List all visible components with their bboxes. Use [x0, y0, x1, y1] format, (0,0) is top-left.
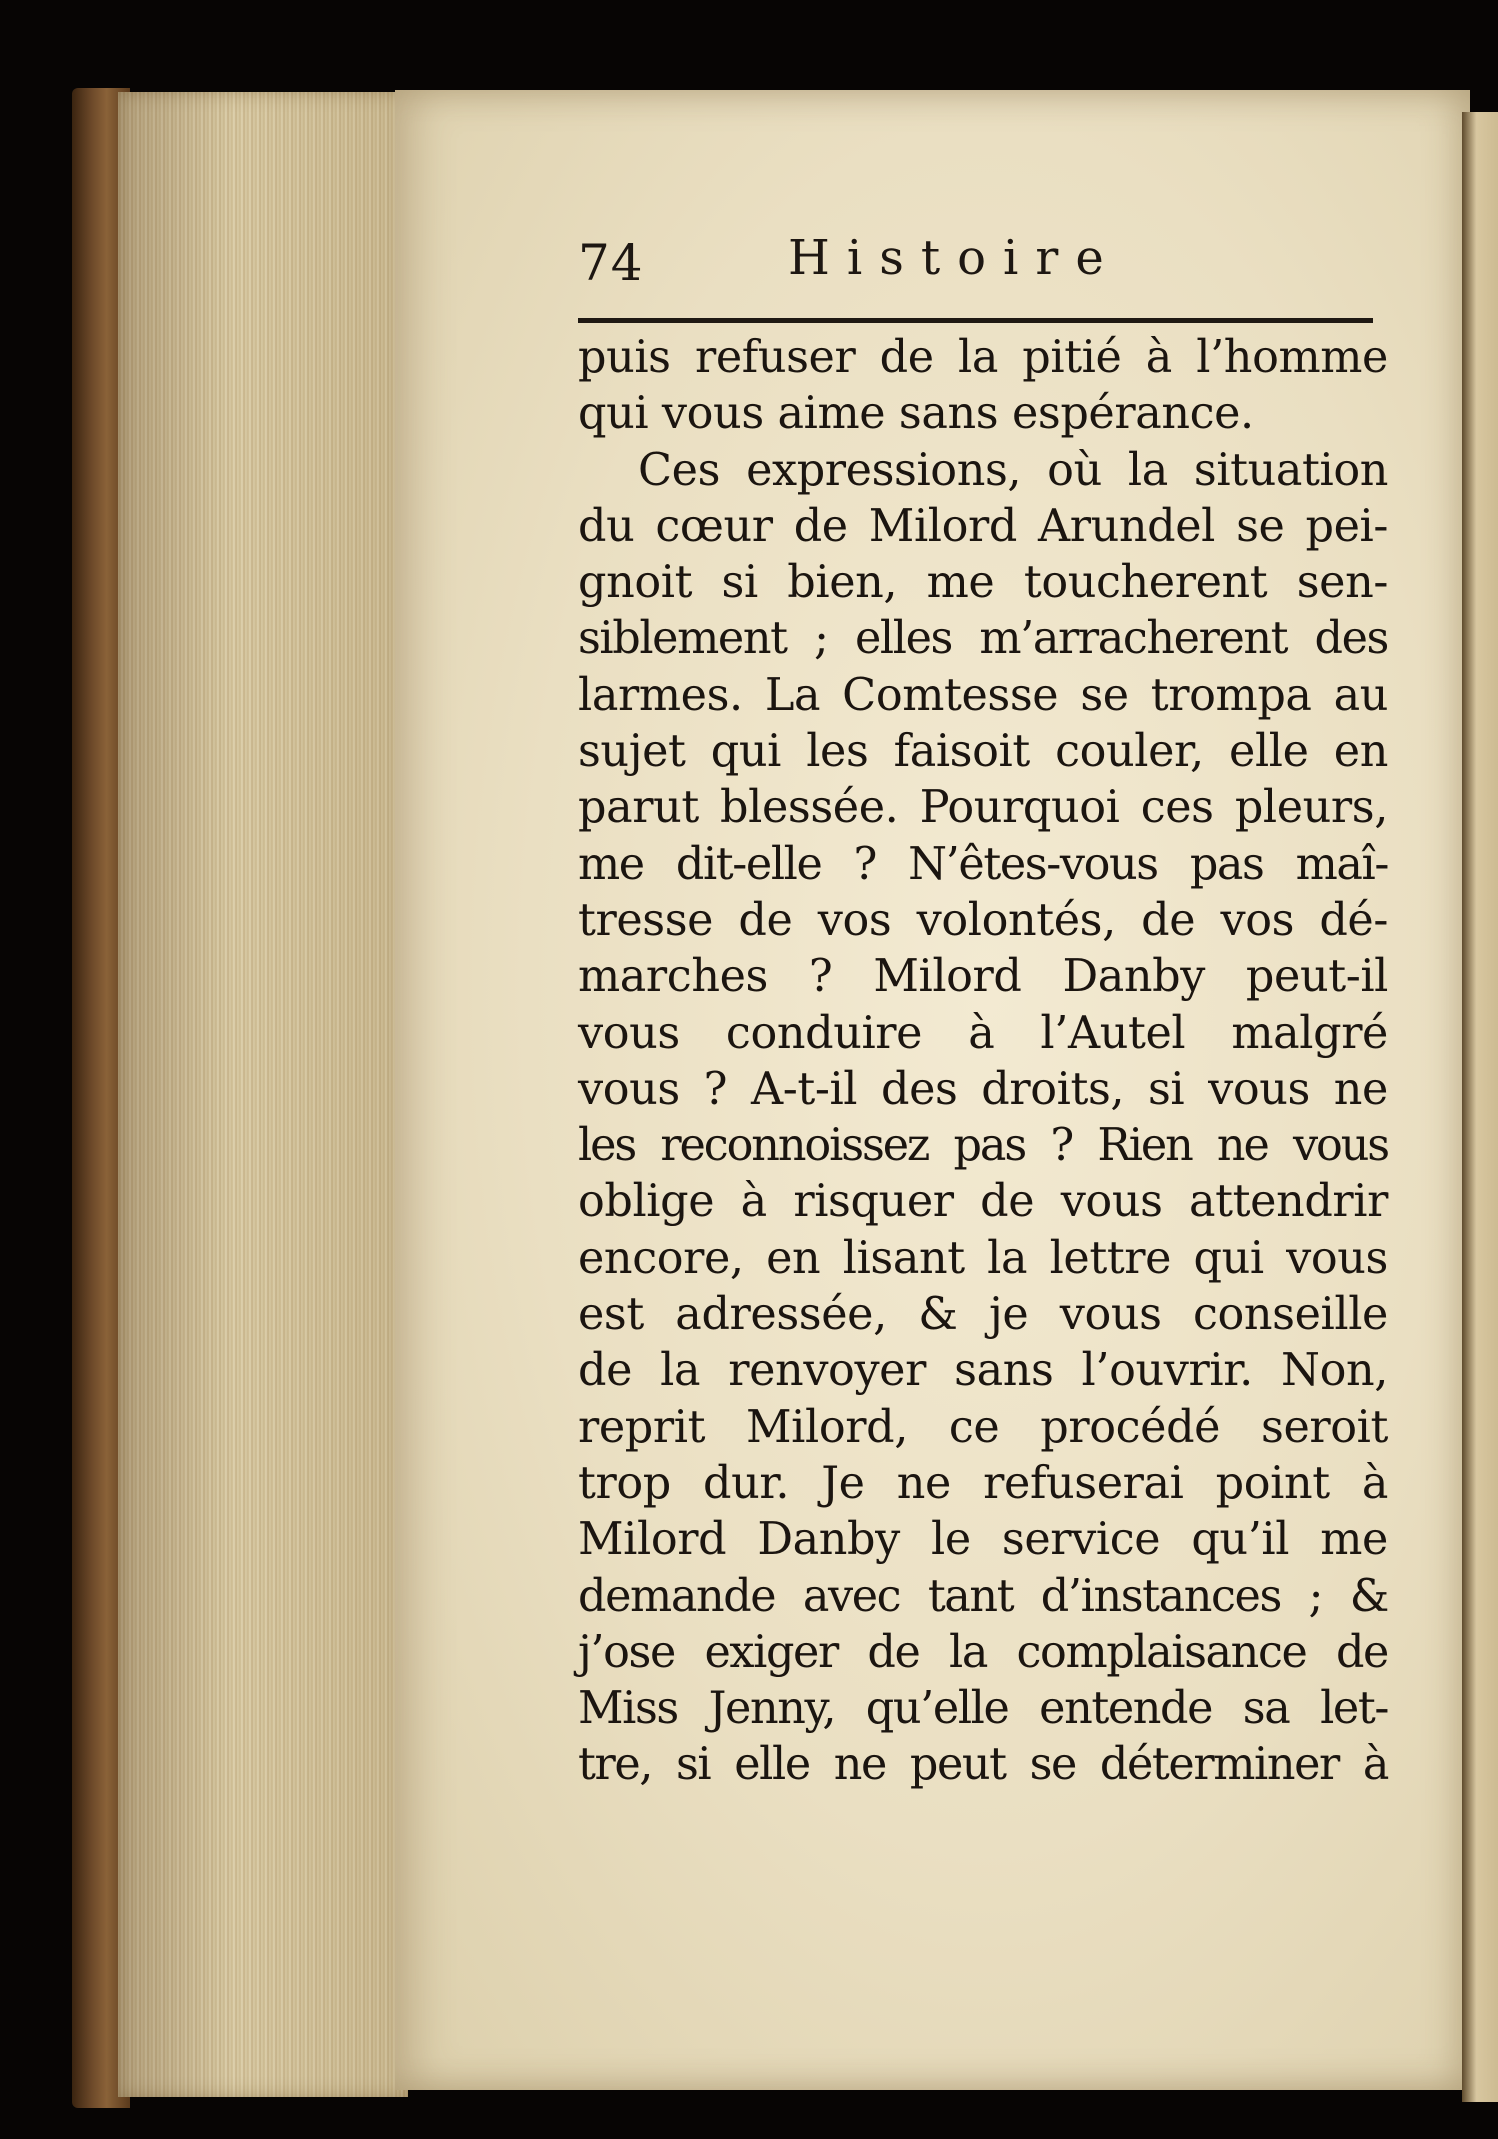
- page-header: [578, 230, 1378, 300]
- text-line: Milord Danby le service qu’il me: [578, 1514, 1388, 1566]
- text-line: trop dur. Je ne refuserai point à: [578, 1457, 1388, 1509]
- text-line: Ces expressions, où la situation: [638, 444, 1388, 496]
- header-rule: [578, 318, 1373, 323]
- text-line: oblige à risquer de vous attendrir: [578, 1176, 1388, 1228]
- text-line: larmes. La Comtesse se trompa au: [578, 669, 1388, 721]
- text-line: Miss Jenny, qu’elle entende sa let-: [578, 1683, 1388, 1735]
- text-line: gnoit si bien, me toucherent sen-: [578, 557, 1388, 609]
- page-fore-edge: [118, 92, 408, 2097]
- facing-page-edge: [1462, 112, 1498, 2102]
- text-line: de la renvoyer sans l’ouvrir. Non,: [578, 1345, 1388, 1397]
- text-line: parut blessée. Pourquoi ces pleurs,: [578, 782, 1388, 834]
- text-line: est adressée, & je vous conseille: [578, 1289, 1388, 1341]
- text-line: sujet qui les faisoit couler, elle en: [578, 726, 1388, 778]
- text-line: me dit-elle ? N’êtes-vous pas maî-: [578, 838, 1388, 890]
- text-line: siblement ; elles m’arracherent des: [578, 613, 1388, 665]
- body-text: [578, 330, 1388, 1794]
- page-number: 74: [578, 234, 644, 292]
- running-title: Histoire: [788, 230, 1121, 286]
- text-line: j’ose exiger de la complaisance de: [578, 1626, 1388, 1678]
- text-line: les reconnoissez pas ? Rien ne vous: [578, 1120, 1388, 1172]
- text-line: tresse de vos volontés, de vos dé-: [578, 894, 1388, 946]
- text-line: vous ? A-t-il des droits, si vous ne: [578, 1063, 1388, 1115]
- text-line: encore, en lisant la lettre qui vous: [578, 1232, 1388, 1284]
- text-line: puis refuser de la pitié à l’homme: [578, 332, 1388, 383]
- text-line: tre, si elle ne peut se déterminer à: [578, 1739, 1388, 1791]
- text-line: marches ? Milord Danby peut-il: [578, 951, 1388, 1003]
- text-line: vous conduire à l’Autel malgré: [578, 1007, 1388, 1059]
- text-line: demande avec tant d’instances ; &: [578, 1570, 1388, 1622]
- text-line: qui vous aime sans espérance.: [578, 388, 1254, 440]
- text-line: du cœur de Milord Arundel se pei-: [578, 500, 1388, 552]
- text-line: reprit Milord, ce procédé seroit: [578, 1401, 1388, 1453]
